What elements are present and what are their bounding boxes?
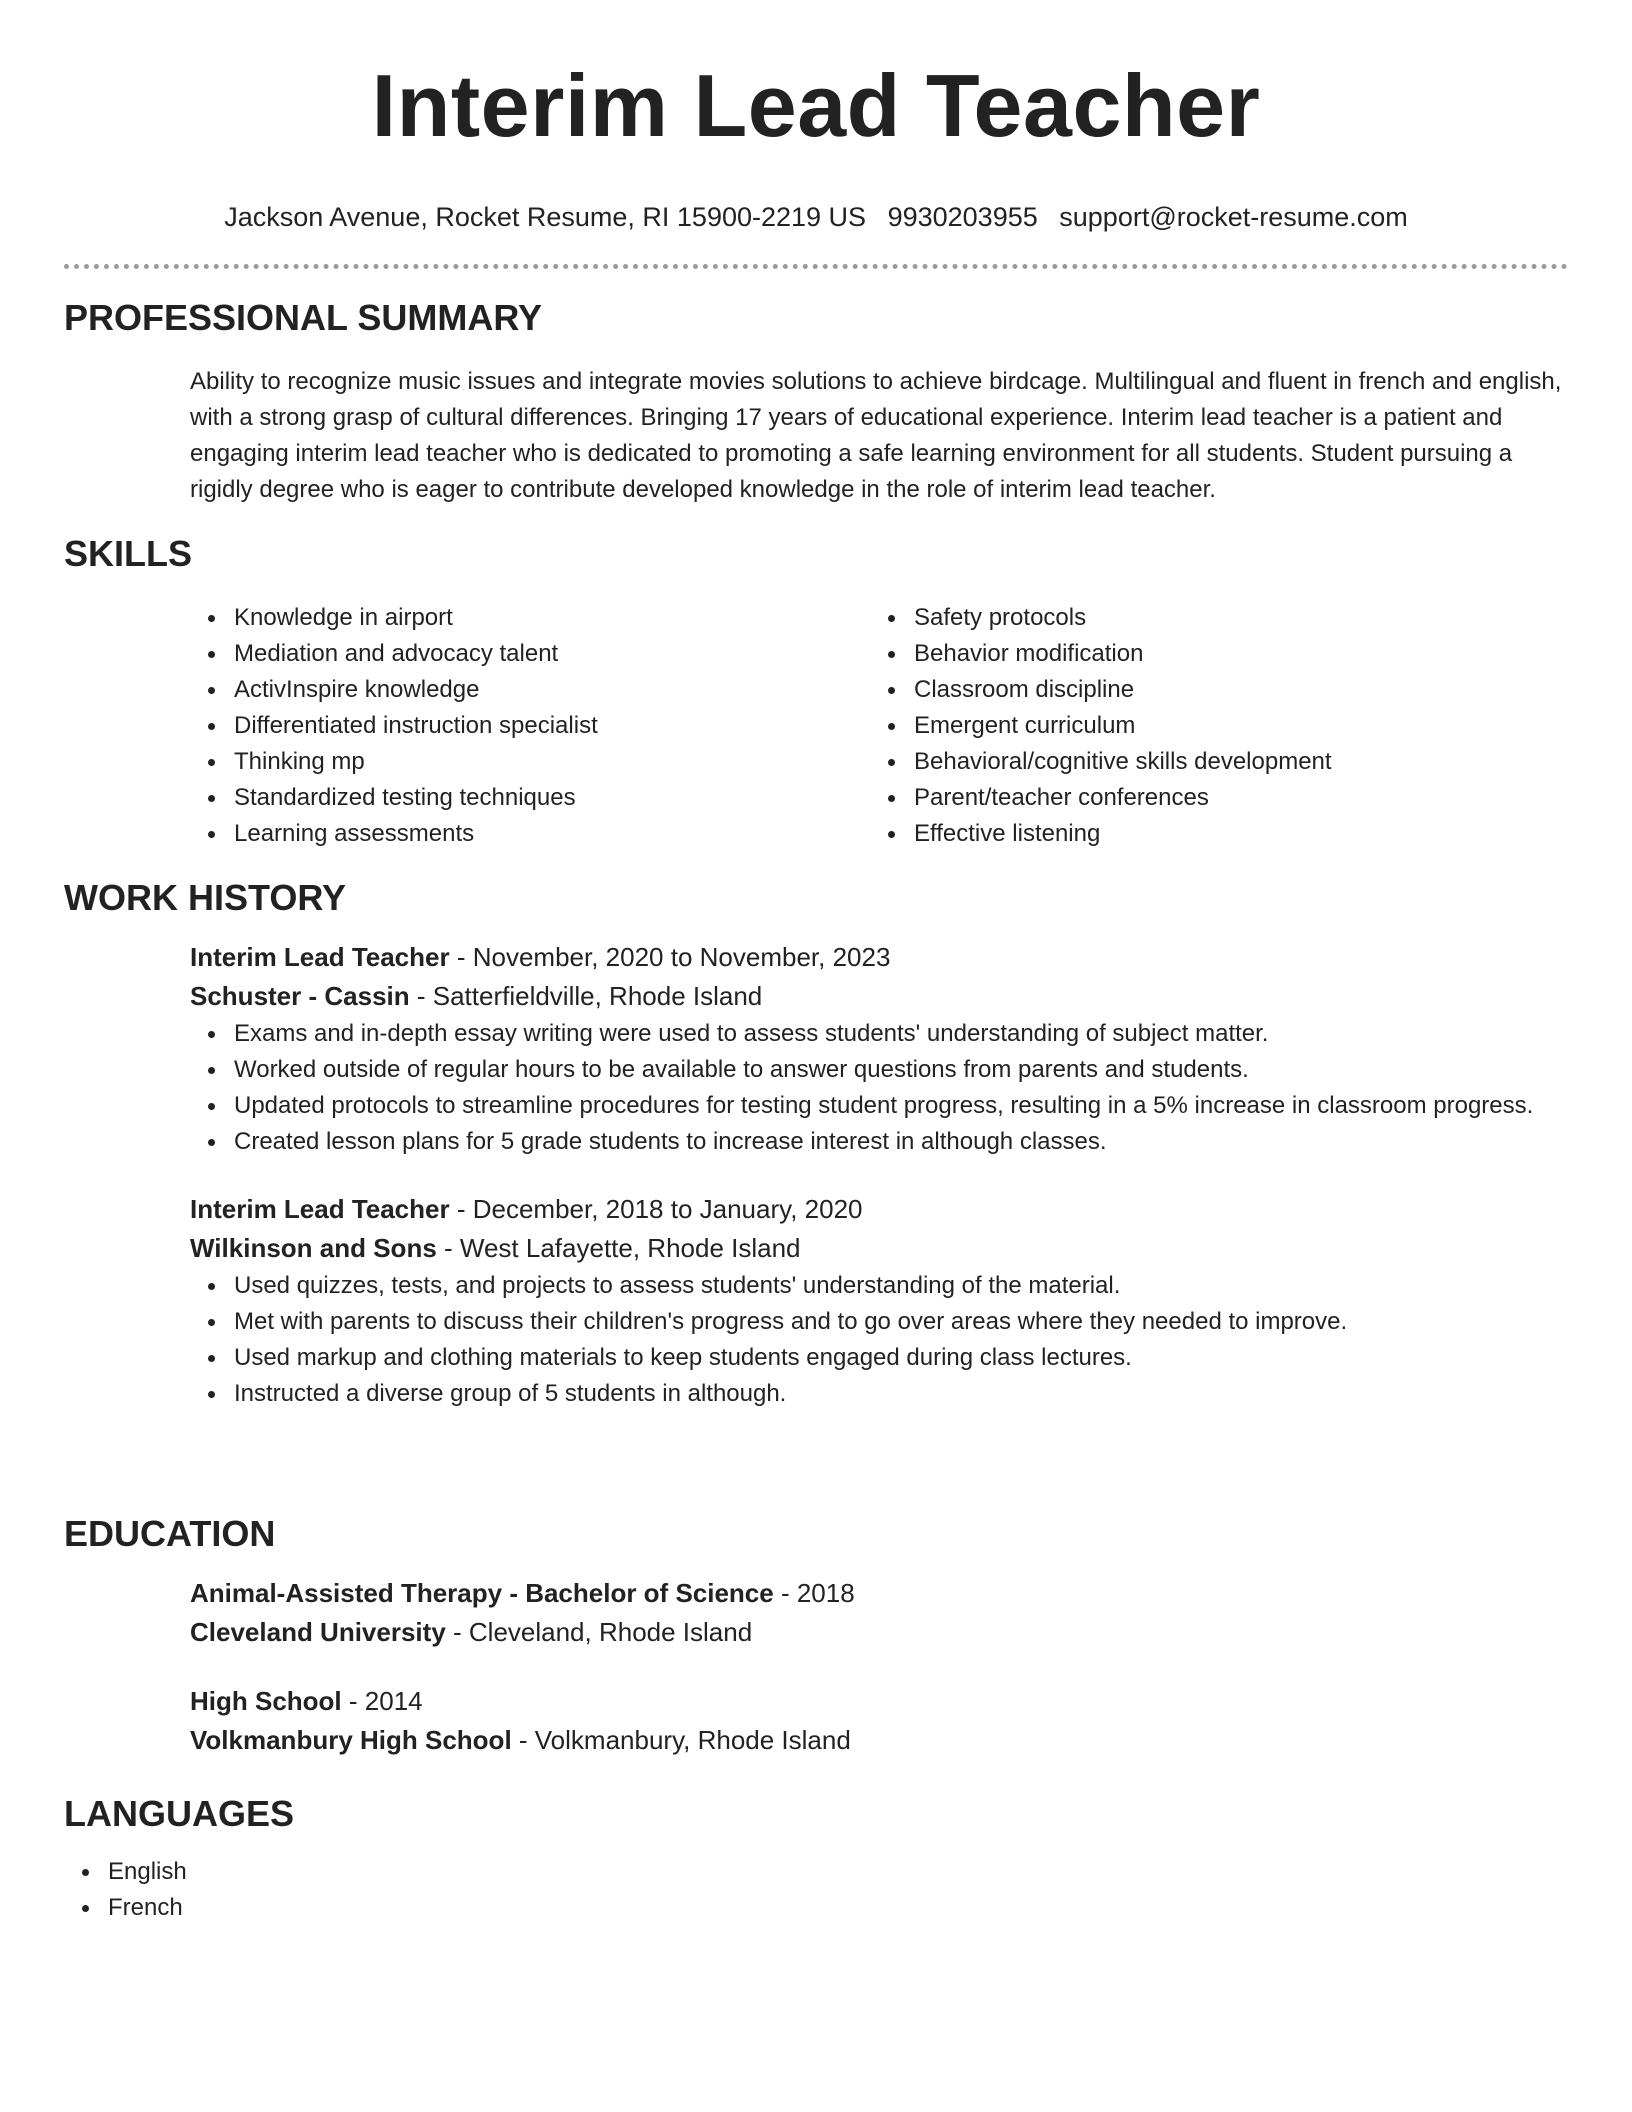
job-bullet: Updated protocols to streamline procedures for testing student progress, resulting in a 5% increase in classroom progress. (190, 1088, 1568, 1124)
school-name: Volkmanbury High School (190, 1725, 512, 1755)
school-location: - Cleveland, Rhode Island (445, 1617, 753, 1647)
education-entry (190, 1574, 1568, 1652)
language-item: English (64, 1854, 1568, 1890)
skills-heading: SKILLS (64, 533, 193, 574)
job-bullet: Created lesson plans for 5 grade students to increase interest in although classes. (190, 1124, 1568, 1160)
languages-heading: LANGUAGES (64, 1793, 295, 1834)
job-location: - Satterfieldville, Rhode Island (409, 981, 763, 1011)
language-item: French (64, 1890, 1568, 1926)
job-dates: - November, 2020 to November, 2023 (449, 942, 891, 972)
job-bullet-list (190, 1016, 1568, 1160)
skills-section (64, 532, 1568, 852)
work-section (64, 876, 1568, 1412)
job-company-line (190, 1229, 1568, 1268)
degree-line (190, 1682, 1568, 1721)
job-company-line (190, 977, 1568, 1016)
work-heading: WORK HISTORY (64, 877, 347, 918)
job-location: - West Lafayette, Rhode Island (436, 1233, 801, 1263)
header-divider (64, 264, 1568, 269)
skill-item: Behavior modification (870, 636, 1550, 672)
contact-address: Jackson Avenue, Rocket Resume, RI 15900-2219 US (224, 202, 867, 232)
job-bullet: Met with parents to discuss their children's progress and to go over areas where they needed to improve. (190, 1304, 1568, 1340)
school-name: Cleveland University (190, 1617, 446, 1647)
skill-item: Emergent curriculum (870, 708, 1550, 744)
degree-line (190, 1574, 1568, 1613)
skill-item: Differentiated instruction specialist (190, 708, 870, 744)
job-entry (190, 1190, 1568, 1412)
languages-section (64, 1792, 1568, 1926)
summary-heading: PROFESSIONAL SUMMARY (64, 297, 543, 338)
contact-line (64, 200, 1568, 234)
job-bullet: Used quizzes, tests, and projects to assess students' understanding of the material. (190, 1268, 1568, 1304)
job-company: Wilkinson and Sons (190, 1233, 437, 1263)
job-bullet: Instructed a diverse group of 5 students in although. (190, 1376, 1568, 1412)
job-title-line (190, 938, 1568, 977)
skill-item: ActivInspire knowledge (190, 672, 870, 708)
education-entry (190, 1682, 1568, 1760)
skill-item: Mediation and advocacy talent (190, 636, 870, 672)
degree-year: - 2018 (773, 1578, 855, 1608)
summary-section (64, 296, 1568, 508)
skills-right-list (870, 600, 1550, 852)
resume-name: Interim Lead Teacher (371, 56, 1261, 155)
skills-left-list (190, 600, 870, 852)
job-dates: - December, 2018 to January, 2020 (449, 1194, 863, 1224)
job-company: Schuster - Cassin (190, 981, 410, 1011)
job-bullet: Used markup and clothing materials to keep students engaged during class lectures. (190, 1340, 1568, 1376)
degree-name: High School (190, 1686, 342, 1716)
school-line (190, 1613, 1568, 1652)
education-heading: EDUCATION (64, 1513, 276, 1554)
summary-text: Ability to recognize music issues and integrate movies solutions to achieve birdcage. Multilingual and fluent in french and english, with a strong grasp of cultural differences. Bringing 17 years of educational experience. Interim lead teacher is a patient and engaging interim lead teacher who is dedicated to promoting a safe learning environment for all students. Student pursuing a rigidly degree who is eager to contribute developed knowledge in the role of interim lead teacher. (190, 368, 1562, 503)
contact-phone: 9930203955 (887, 202, 1038, 232)
skill-item: Parent/teacher conferences (870, 780, 1550, 816)
education-section (64, 1512, 1568, 1760)
languages-list (64, 1854, 1568, 1926)
skill-item: Standardized testing techniques (190, 780, 870, 816)
job-bullet-list (190, 1268, 1568, 1412)
skill-item: Knowledge in airport (190, 600, 870, 636)
job-role: Interim Lead Teacher (190, 942, 450, 972)
school-location: - Volkmanbury, Rhode Island (511, 1725, 851, 1755)
job-role: Interim Lead Teacher (190, 1194, 450, 1224)
job-title-line (190, 1190, 1568, 1229)
job-entry (190, 938, 1568, 1160)
degree-year: - 2014 (341, 1686, 423, 1716)
school-line (190, 1721, 1568, 1760)
skills-grid (190, 600, 1568, 852)
skill-item: Safety protocols (870, 600, 1550, 636)
degree-name: Animal-Assisted Therapy - Bachelor of Science (190, 1578, 774, 1608)
skill-item: Behavioral/cognitive skills development (870, 744, 1550, 780)
skill-item: Thinking mp (190, 744, 870, 780)
skill-item: Learning assessments (190, 816, 870, 852)
skill-item: Effective listening (870, 816, 1550, 852)
skill-item: Classroom discipline (870, 672, 1550, 708)
contact-email: support@rocket-resume.com (1059, 202, 1408, 232)
job-bullet: Exams and in-depth essay writing were used to assess students' understanding of subject matter. (190, 1016, 1568, 1052)
job-bullet: Worked outside of regular hours to be available to answer questions from parents and students. (190, 1052, 1568, 1088)
